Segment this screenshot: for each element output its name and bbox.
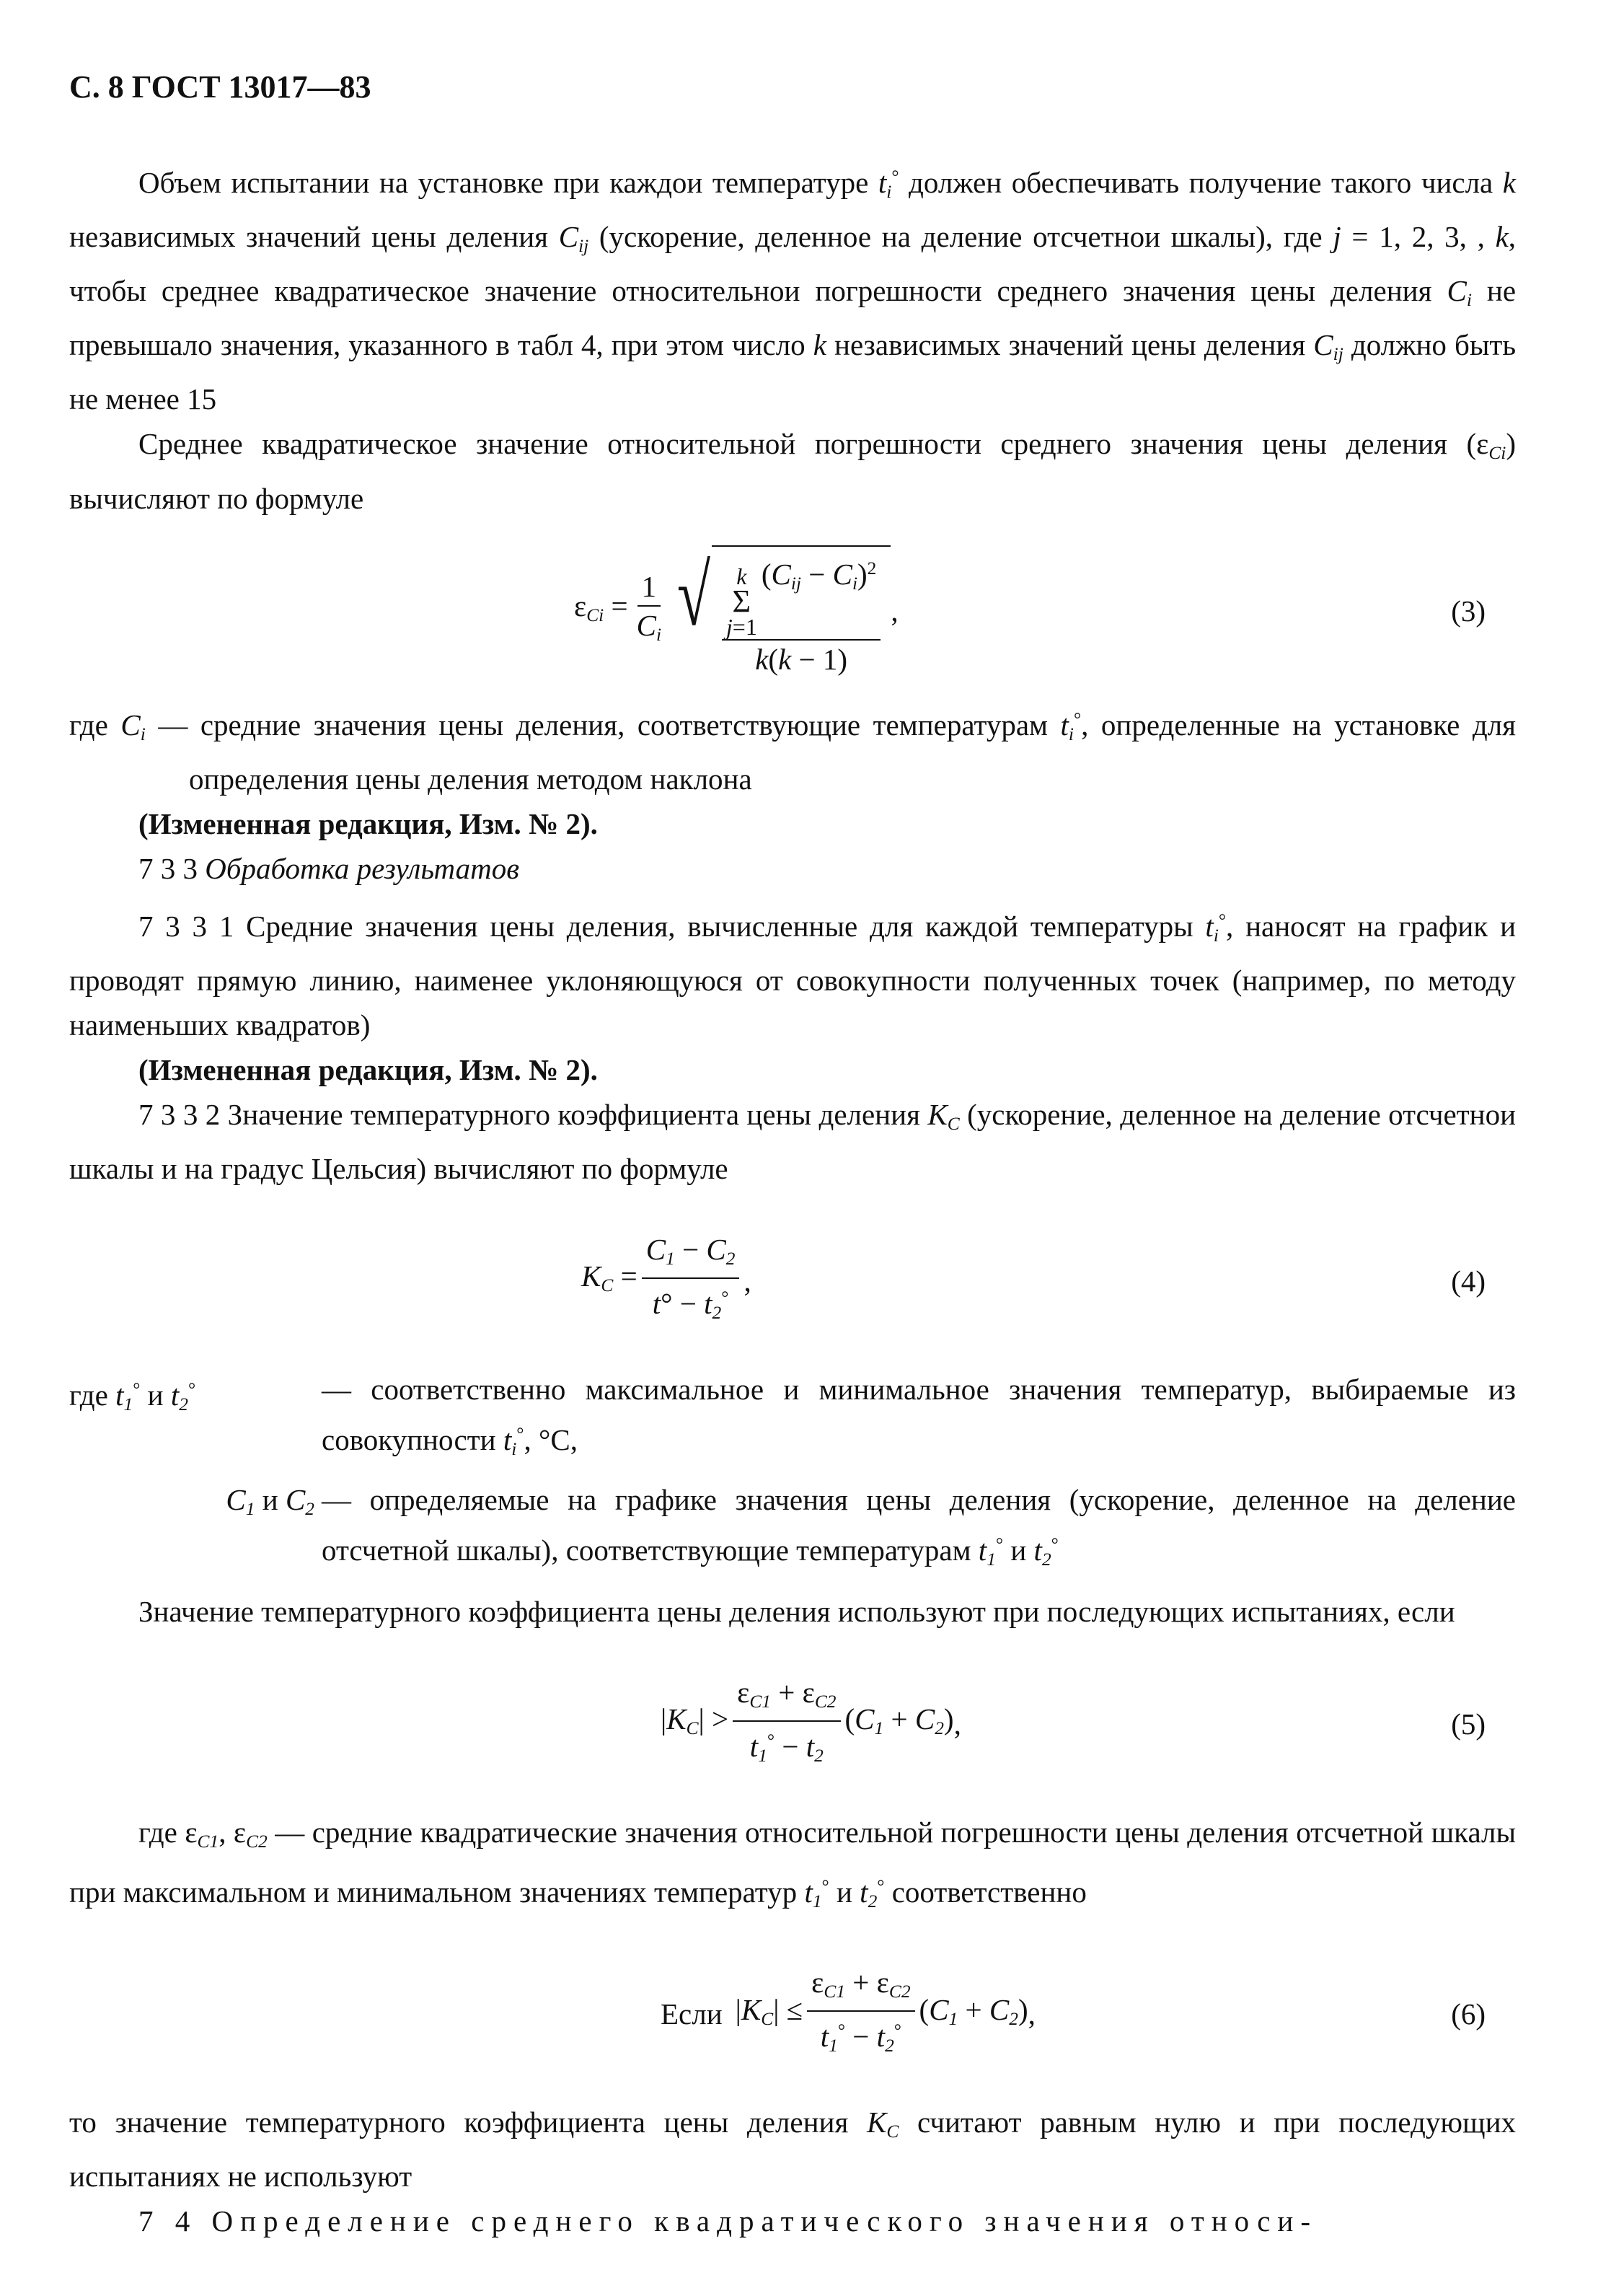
text: Значение температурного коэффициента цены деления: [227, 1097, 920, 1131]
page-header: С. 8 ГОСТ 13017—83: [69, 69, 371, 105]
edit-note: (Измененная редакция, Изм. № 2).: [138, 806, 598, 840]
where-formula-5: где $\varepsilon_{C1}$, $\varepsilon_{C2}$ — средние квадратические значения относительной погрешности цены деления отсчетной шкалы при максимальном и минимальном значениях температур $t_1^\circ$ и $t_2^\circ$ соответственно: [69, 1815, 1517, 1912]
text: 7 3 3 1: [138, 909, 234, 943]
text: (ускорение, деленное на деление отсчетнои шкалы и на градус Цельсия) вычисляют по формуле: [69, 1097, 1517, 1185]
text: Обработка результатов: [205, 851, 520, 885]
formula-3-number: (3): [1451, 594, 1486, 628]
text: ,: [891, 594, 899, 628]
paragraph-use-condition: Значение температурного коэффициента цены деления используют при последующих испытаниях, если: [138, 1594, 1455, 1628]
formula-5-body: $|K_C|$ > $\frac{\varepsilon_{C1} + \varepsilon_{C2}}{t_1^\circ - t_2}$ $(C_1 + C_2)$ ,: [661, 1675, 961, 1767]
text: 7 3 3 2: [138, 1097, 221, 1131]
formula-5: [69, 1663, 1516, 1785]
formula-4-body: $K_C$ = $\frac{C_1 - C_2}{t^\circ - t_2^\circ}$ ,: [581, 1232, 751, 1323]
text: независимых значений цены деления: [834, 328, 1306, 362]
text: , определенные на установке для определения цены деления методом наклона: [189, 708, 1516, 796]
text: Объем испытании на установке при каждои температуре: [138, 165, 869, 199]
text: (ускорение, деленное на деление отсчетнои шкалы), где: [599, 220, 1323, 254]
text: , наносят на график и проводят прямую линию, наименее уклоняющуюся от совокупности полученных точек (например, по методу наименьших квадратов): [69, 909, 1517, 1042]
paragraph-mean-square: Среднее квадратическое значение относительной погрешности среднего значения цены деления $(\varepsilon_{Ci})$ вычисляют по формуле: [69, 427, 1516, 515]
section-7-3-3-1: 7 3 3 1 Средние значения цены деления, вычисленные для каждой температуры $t_i^\circ$, наносят на график и проводят прямую линию, наименее уклоняющуюся от совокупности полученных точек (например, по методу наименьших квадратов): [69, 909, 1517, 1042]
where-formula-4: [69, 1367, 1516, 1582]
formula-6-number: (6): [1451, 1997, 1486, 2031]
text: независимых значений цены деления: [69, 220, 548, 254]
formula-5-number: (5): [1451, 1707, 1486, 1741]
section-7-3-3: [69, 846, 1516, 891]
text: — средние значения цены деления, соответствующие температурам: [158, 708, 1048, 742]
text: , °С,: [524, 1422, 578, 1456]
text: соответственно: [891, 1875, 1087, 1909]
text: — средние квадратические значения относительной погрешности цены деления отсчетной шкалы при максимальном и минимальном значениях температур: [69, 1815, 1517, 1909]
definition-c-values: $C_1$ и $C_2$ — определяемые на графике значения цены деления (ускорение, деленное на деление отсчетной шкалы), соответствующие температурам $t_1^\circ$ и $t_2^\circ$: [226, 1482, 1516, 1570]
text: Средние значения цены деления, вычисленные для каждой температуры: [246, 909, 1193, 943]
formula-4: [69, 1220, 1516, 1342]
text: ,: [1028, 1997, 1036, 2031]
edit-note-2: (Измененная редакция, Изм. № 2).: [138, 1052, 598, 1086]
text: ,: [953, 1707, 961, 1741]
text: и: [147, 1378, 164, 1412]
text: считают равным нулю и при последующих испытаниях не используют: [69, 2106, 1517, 2194]
text: и: [1010, 1533, 1027, 1567]
text: должен обеспечивать получение такого числа: [909, 165, 1493, 199]
formula-3: [69, 547, 1516, 676]
formula-6-body: Если $|K_C|$ ≤ $\frac{\varepsilon_{C1} + \varepsilon_{C2}}{t_1^\circ - t_2^\circ}$ $(C_1 + C_2)$ ,: [661, 1966, 1036, 2056]
section-7-4-heading: 7 4 Определение среднего квадратического значения относи-: [138, 2204, 1318, 2238]
text: и: [836, 1875, 852, 1909]
formula-4-number: (4): [1451, 1264, 1486, 1298]
text: , чтобы среднее квадратическое значение относительнои погрешности среднего значения цены деления: [69, 220, 1517, 308]
formula-3-body: $\varepsilon_{Ci}$ = $\frac{1}{C_i}$ √ k Σ j=1 $(C_{ij} - C_i)^2$ k(k − 1) ,: [574, 550, 899, 672]
text: не превышало значения, указанного в табл 4, при этом число: [69, 274, 1517, 362]
text: Если: [661, 1997, 723, 2031]
text: должно быть не менее 15: [69, 328, 1517, 416]
section-7-3-3-2: 7 3 3 2 Значение температурного коэффициента цены деления $K_C$ (ускорение, деленное на деление отсчетнои шкалы и на градус Цельсия) вычисляют по формуле: [69, 1097, 1517, 1185]
text: 7 3 3: [138, 851, 198, 885]
text: вычисляют по формуле: [69, 481, 364, 515]
text: = 1, 2, 3, ,: [1351, 220, 1485, 254]
text: — соответственно максимальное и минимальное значения температур, выбираемые из совокупности: [322, 1372, 1516, 1456]
text: где: [69, 1378, 108, 1412]
text: ,: [743, 1264, 751, 1298]
paragraph-then: то значение температурного коэффициента цены деления $K_C$ считают равным нулю и при последующих испытаниях не используют: [69, 2106, 1517, 2194]
where-formula-3: где $C_i$ — средние значения цены деления, соответствующие температурам $t_i^\circ$, определенные на установке для определения цены деления методом наклона: [69, 708, 1516, 796]
text: Среднее квадратическое значение относительной погрешности среднего значения цены деления: [138, 427, 1447, 461]
text: где: [138, 1815, 177, 1849]
text: и: [262, 1482, 278, 1516]
text: где: [69, 708, 108, 742]
formula-6: [69, 1953, 1516, 2075]
text: то значение температурного коэффициента цены деления: [69, 2106, 849, 2139]
definition-temperatures: где $t_1^\circ$ и $t_2^\circ$ — соответственно максимальное и минимальное значения температур, выбираемые из совокупности $t_i^\circ$, °С,: [69, 1372, 1516, 1459]
paragraph-test-volume: Объем испытании на установке при каждои температуре $t_i^\circ$ должен обеспечивать получение такого числа k независимых значений цены деления $C_{ij}$ (ускорение, деленное на деление отсчетнои шкалы), где j = 1, 2, 3, , k, чтобы среднее квадратическое значение относительнои погрешности среднего значения цены деления $C_i$ не превышало значения, указанного в табл 4, при этом число k независимых значений цены деления $C_{ij}$ должно быть не менее 15: [69, 165, 1517, 416]
text: — определяемые на графике значения цены деления (ускорение, деленное на деление отсчетной шкалы), соответствующие температурам: [322, 1482, 1516, 1567]
